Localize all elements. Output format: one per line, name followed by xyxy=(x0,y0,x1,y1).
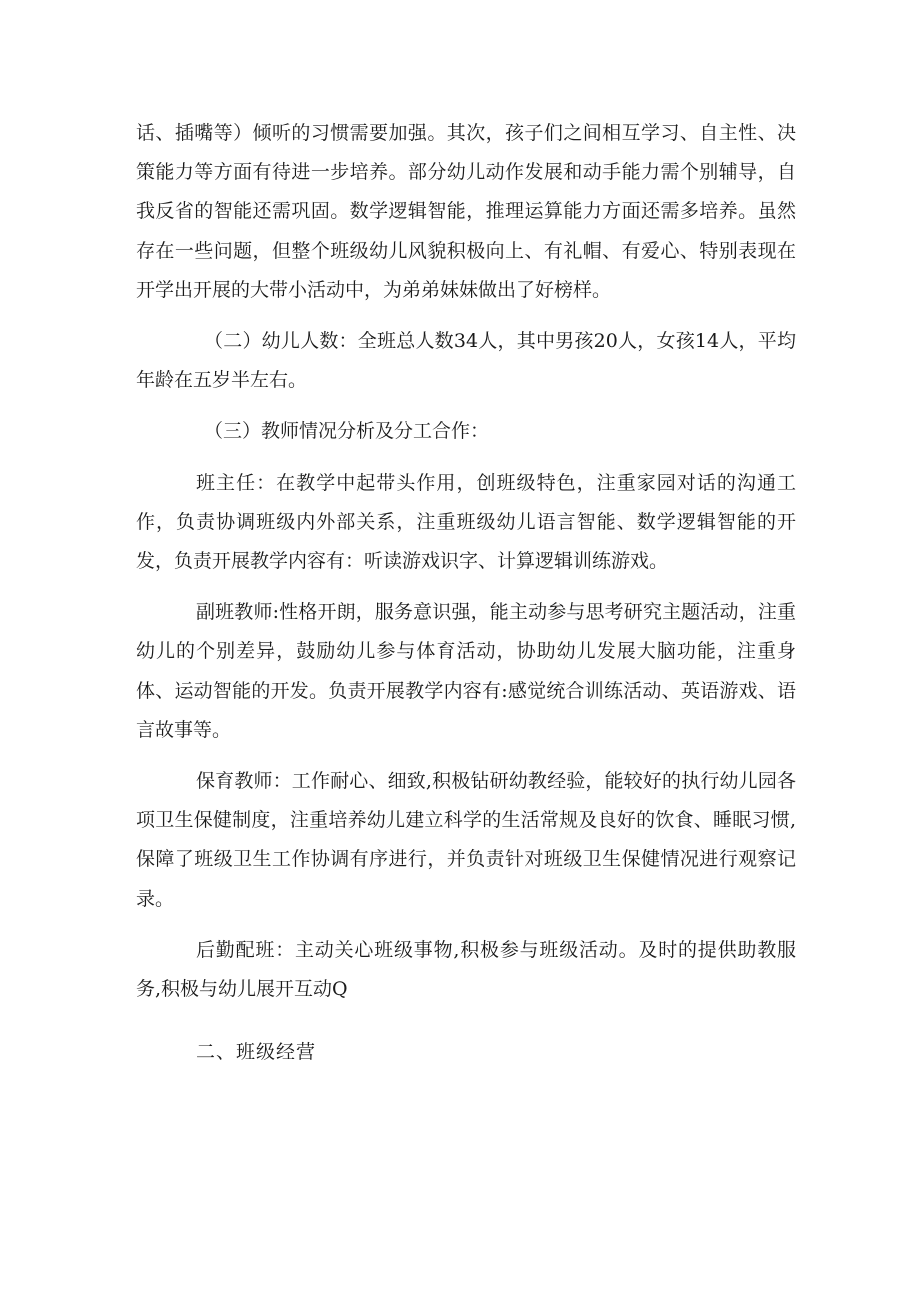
paragraph-care-teacher: 保育教师：工作耐心、细致,积极钻研幼教经验，能较好的执行幼儿园各项卫生保健制度，注重培养幼儿建立科学的生活常规及良好的饮食、睡眠习惯,保障了班级卫生工作协调有序进行，并负责针对班级卫生保健情况进行观察记录。 xyxy=(136,770,796,910)
paragraph-assistant-teacher: 副班教师:性格开朗，服务意识强，能主动参与思考研究主题活动，注重幼儿的个别差异，鼓励幼儿参与体育活动，协助幼儿发展大脑功能，注重身体、运动智能的开发。负责开展教学内容有:感觉统合训练活动、英语游戏、语言故事等。 xyxy=(136,601,796,741)
paragraph-logistics-staff: 后勤配班：主动关心班级事物,积极参与班级活动。及时的提供助教服务,积极与幼儿展开互动Q xyxy=(136,938,796,1001)
section-heading-class-management: 二、班级经营 xyxy=(196,1041,317,1064)
paragraph-listening-habits: 话、插嘴等）倾听的习惯需要加强。其次，孩子们之间相互学习、自主性、决策能力等方面有待进一步培养。部分幼儿动作发展和动手能力需个别辅导，自我反省的智能还需巩固。数学逻辑智能，推理运算能力方面还需多培养。虽然存在一些问题，但整个班级幼儿风貌积极向上、有礼帽、有爱心、特别表现在开学出开展的大带小活动中，为弟弟妹妹做出了好榜样。 xyxy=(136,122,796,301)
document-body xyxy=(136,114,796,1072)
paragraph-child-count: （二）幼儿人数：全班总人数34人，其中男孩20人，女孩14人，平均年龄在五岁半左右。 xyxy=(136,330,796,392)
paragraph-head-teacher: 班主任：在教学中起带头作用，创班级特色，注重家园对话的沟通工作，负责协调班级内外部关系，注重班级幼儿语言智能、数学逻辑智能的开发，负责开展教学内容有：听读游戏识字、计算逻辑训练游戏。 xyxy=(136,471,796,573)
paragraph-teacher-analysis-heading: （三）教师情况分析及分工合作： xyxy=(204,420,490,443)
